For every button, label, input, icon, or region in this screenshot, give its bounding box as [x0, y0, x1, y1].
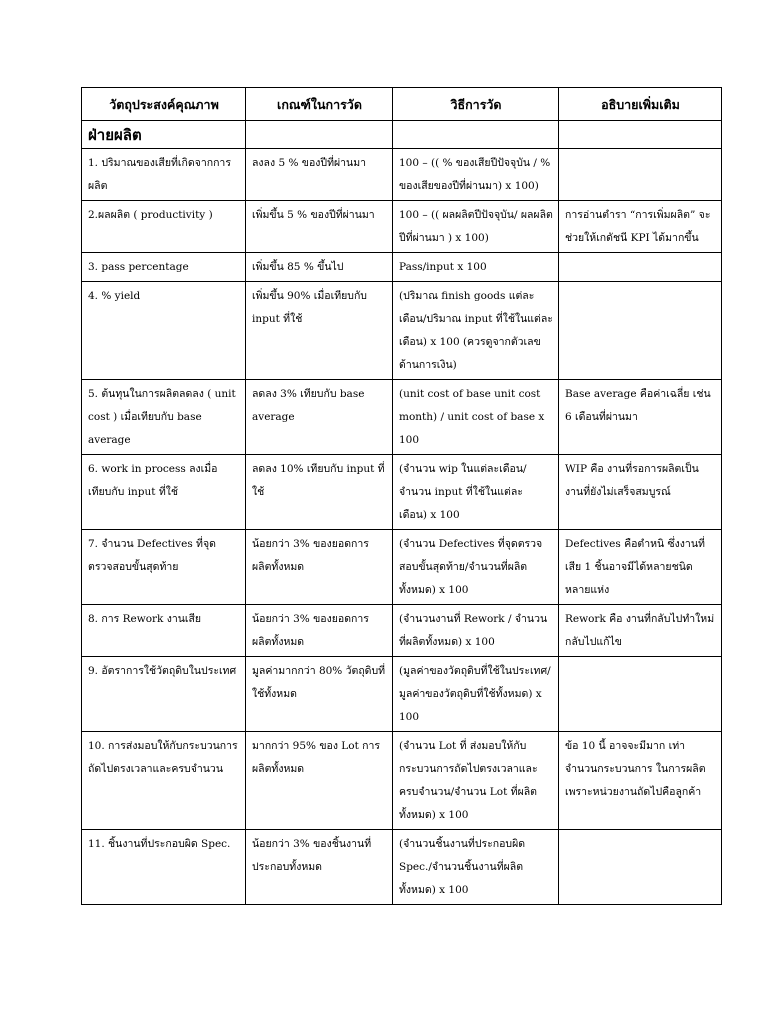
- cell-note: [559, 253, 722, 282]
- header-criteria: เกณฑ์ในการวัด: [246, 88, 393, 121]
- cell-note: [559, 830, 722, 905]
- cell-note: [559, 282, 722, 380]
- quality-objectives-table: [81, 87, 722, 905]
- cell-method: (ปริมาณ finish goods แต่ละเดือน/ปริมาณ input ที่ใช้ในแต่ละ เดือน) x 100 (ควรดูจากตัวเลขด้านการเงิน): [393, 282, 559, 380]
- cell-note: Base average คือค่าเฉลี่ย เช่น 6 เดือนที่ผ่านมา: [559, 380, 722, 455]
- cell-objective: 6. work in process ลงเมื่อเทียบกับ input ที่ใช้: [82, 455, 246, 530]
- cell-criteria: น้อยกว่า 3% ของยอดการผลิตทั้งหมด: [246, 605, 393, 657]
- cell-criteria: เพิ่มขึ้น 5 % ของปีที่ผ่านมา: [246, 201, 393, 253]
- cell-method: (จำนวนงานที่ Rework / จำนวนที่ผลิตทั้งหมด) x 100: [393, 605, 559, 657]
- table-row: [82, 201, 722, 253]
- cell-method: (มูลค่าของวัตถุดิบที่ใช้ในประเทศ/มูลค่าของวัตถุดิบที่ใช้ทั้งหมด) x 100: [393, 657, 559, 732]
- cell-method: (จำนวน Lot ที่ ส่งมอบให้กับกระบวนการถัดไปตรงเวลาและครบจำนวน/จำนวน Lot ที่ผลิตทั้งหมด) x 100: [393, 732, 559, 830]
- cell-objective: 7. จำนวน Defectives ที่จุดตรวจสอบขั้นสุดท้าย: [82, 530, 246, 605]
- cell-criteria: เพิ่มขึ้น 90% เมื่อเทียบกับ input ที่ใช้: [246, 282, 393, 380]
- cell-criteria: น้อยกว่า 3% ของยอดการผลิตทั้งหมด: [246, 530, 393, 605]
- cell-method: 100 – (( ผลผลิตปีปัจจุบัน/ ผลผลิตปีที่ผ่านมา ) x 100): [393, 201, 559, 253]
- cell-note: WIP คือ งานที่รอการผลิตเป็นงานที่ยังไม่เสร็จสมบูรณ์: [559, 455, 722, 530]
- table-row: [82, 530, 722, 605]
- cell-objective: 2.ผลผลิต ( productivity ): [82, 201, 246, 253]
- cell-objective: 10. การส่งมอบให้กับกระบวนการถัดไปตรงเวลาและครบจำนวน: [82, 732, 246, 830]
- table-row: [82, 657, 722, 732]
- table-row: [82, 732, 722, 830]
- table-row: [82, 380, 722, 455]
- section-row: [82, 121, 722, 149]
- cell-objective: 5. ต้นทุนในการผลิตลดลง ( unit cost ) เมื่อเทียบกับ base average: [82, 380, 246, 455]
- table-row: [82, 149, 722, 201]
- cell-criteria: เพิ่มขึ้น 85 % ขึ้นไป: [246, 253, 393, 282]
- cell-criteria: ลดลง 3% เทียบกับ base average: [246, 380, 393, 455]
- section-empty-cell: [559, 121, 722, 149]
- header-note: อธิบายเพิ่มเติม: [559, 88, 722, 121]
- table-row: [82, 282, 722, 380]
- header-method: วิธีการวัด: [393, 88, 559, 121]
- cell-objective: 4. % yield: [82, 282, 246, 380]
- table-row: [82, 830, 722, 905]
- header-row: [82, 88, 722, 121]
- cell-criteria: มากกว่า 95% ของ Lot การผลิตทั้งหมด: [246, 732, 393, 830]
- header-objective: วัตถุประสงค์คุณภาพ: [82, 88, 246, 121]
- table-row: [82, 253, 722, 282]
- cell-note: [559, 657, 722, 732]
- section-title: ฝ่ายผลิต: [82, 121, 246, 149]
- cell-method: (จำนวนชิ้นงานที่ประกอบผิด Spec./จำนวนชิ้นงานที่ผลิตทั้งหมด) x 100: [393, 830, 559, 905]
- cell-method: Pass/input x 100: [393, 253, 559, 282]
- cell-method: (unit cost of base unit cost month) / unit cost of base x 100: [393, 380, 559, 455]
- table-row: [82, 455, 722, 530]
- cell-note: Defectives คือตำหนิ ซึ่งงานที่เสีย 1 ชิ้นอาจมีได้หลายชนิดหลายแห่ง: [559, 530, 722, 605]
- cell-objective: 9. อัตราการใช้วัตถุดิบในประเทศ: [82, 657, 246, 732]
- cell-note: การอ่านตำรา “การเพิ่มผลิต” จะช่วยให้เกดัชนี KPI ได้มากขึ้น: [559, 201, 722, 253]
- cell-objective: 8. การ Rework งานเสีย: [82, 605, 246, 657]
- cell-objective: 3. pass percentage: [82, 253, 246, 282]
- cell-criteria: น้อยกว่า 3% ของชิ้นงานที่ประกอบทั้งหมด: [246, 830, 393, 905]
- cell-note: ข้อ 10 นี้ อาจจะมีมาก เท่าจำนวนกระบวนการ ในการผลิตเพราะหน่วยงานถัดไปคือลูกค้า: [559, 732, 722, 830]
- table-row: [82, 605, 722, 657]
- cell-criteria: ลงลง 5 % ของปีที่ผ่านมา: [246, 149, 393, 201]
- cell-method: (จำนวน wip ในแต่ละเดือน/ จำนวน input ที่ใช้ในแต่ละ เดือน) x 100: [393, 455, 559, 530]
- cell-criteria: มูลค่ามากกว่า 80% วัตถุดิบที่ใช้ทั้งหมด: [246, 657, 393, 732]
- section-empty-cell: [393, 121, 559, 149]
- cell-objective: 1. ปริมาณของเสียที่เกิดจากการผลิต: [82, 149, 246, 201]
- cell-note: [559, 149, 722, 201]
- cell-criteria: ลดลง 10% เทียบกับ input ที่ใช้: [246, 455, 393, 530]
- section-empty-cell: [246, 121, 393, 149]
- cell-method: 100 – (( % ของเสียปีปัจจุบัน / % ของเสียของปีที่ผ่านมา) x 100): [393, 149, 559, 201]
- cell-method: (จำนวน Defectives ที่จุดตรวจสอบขั้นสุดท้าย/จำนวนที่ผลิตทั้งหมด) x 100: [393, 530, 559, 605]
- cell-note: Rework คือ งานที่กลับไปทำใหม่ กลับไปแก้ไข: [559, 605, 722, 657]
- cell-objective: 11. ชิ้นงานที่ประกอบผิด Spec.: [82, 830, 246, 905]
